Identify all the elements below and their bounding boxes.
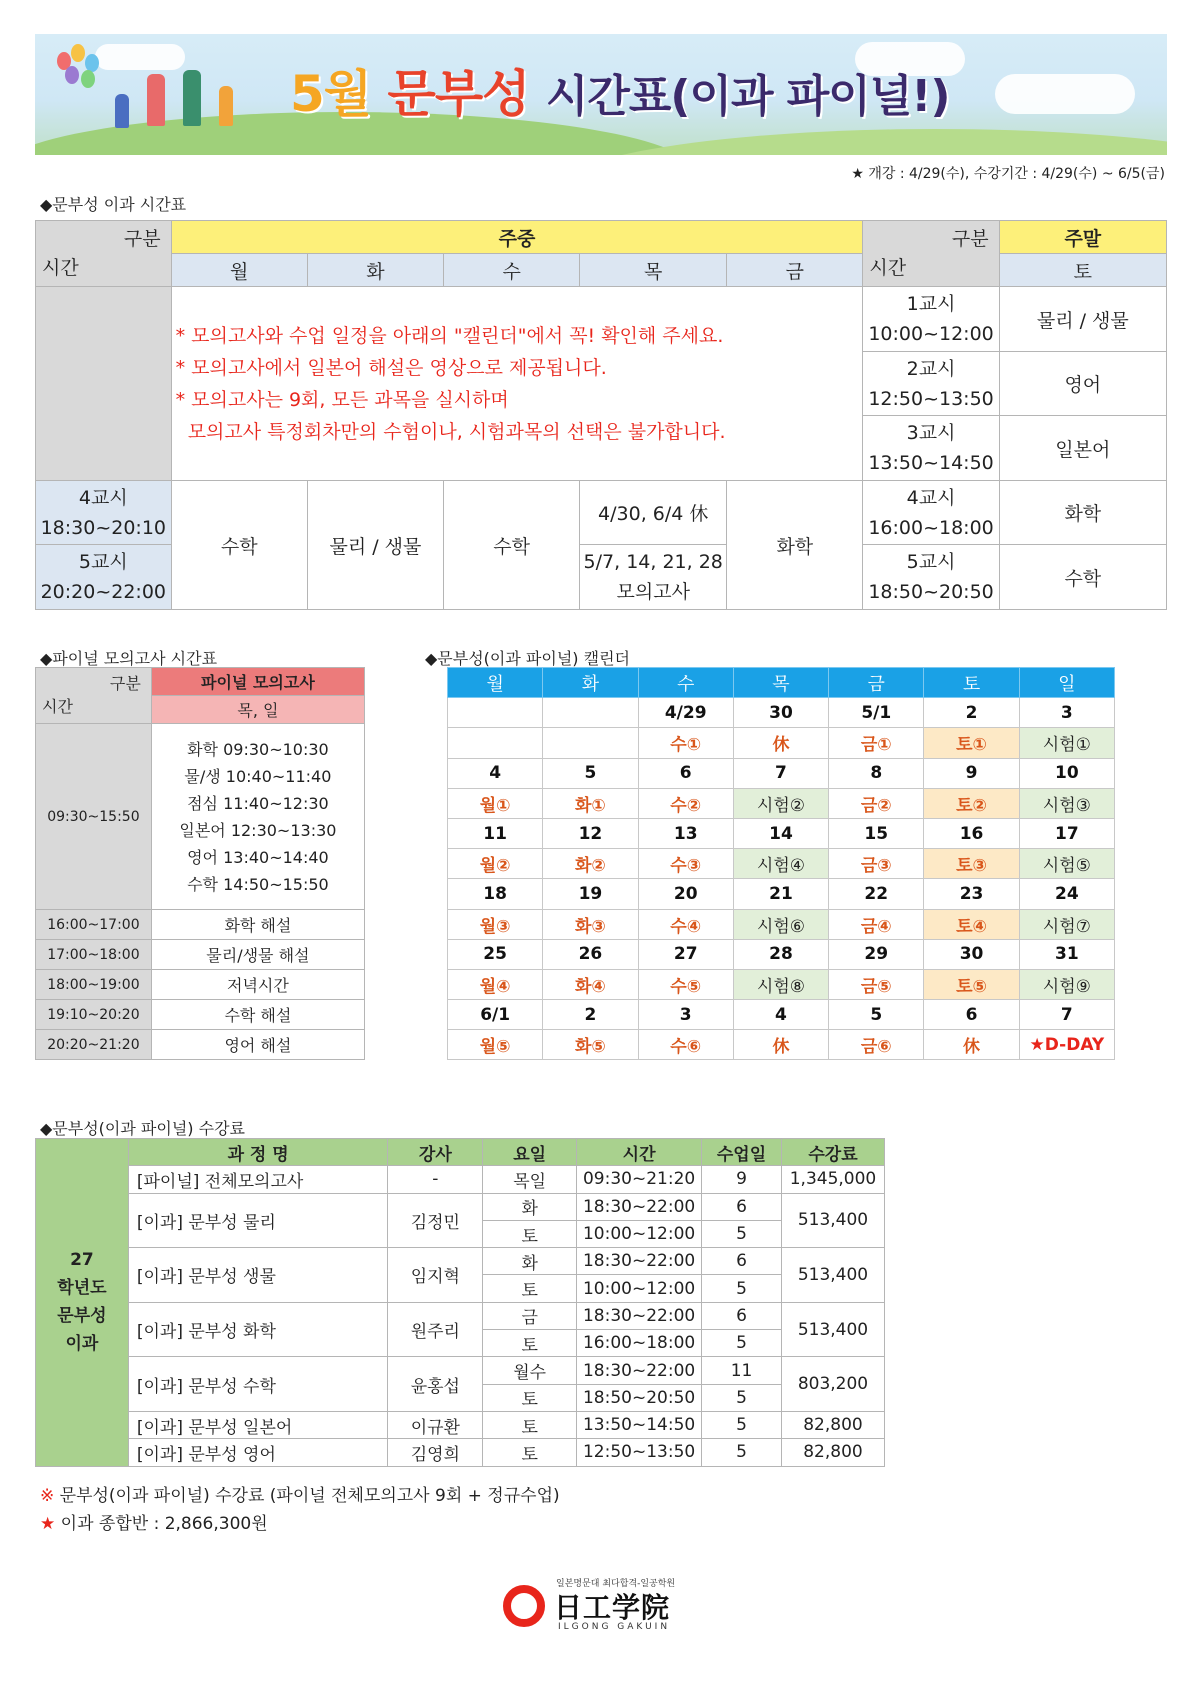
calendar-day-header: 월	[448, 668, 543, 698]
course-teacher: 윤홍섭	[388, 1357, 483, 1412]
calendar-event: 토③	[924, 849, 1019, 879]
course-name: [이과] 문부성 영어	[128, 1439, 388, 1466]
calendar-event: 월⑤	[448, 1030, 543, 1060]
calendar-day-header: 수	[638, 668, 733, 698]
course-count: 9	[702, 1166, 782, 1193]
course-day: 토	[483, 1384, 577, 1411]
table-row	[36, 1357, 885, 1384]
thu-subject-bottom: 5/7, 14, 21, 28 모의고사	[580, 545, 727, 610]
fee-note-1: ※ 문부성(이과 파이널) 수강료 (파이널 전체모의고사 9회 + 정규수업)	[40, 1486, 560, 1506]
thu-subject-top: 4/30, 6/4 休	[580, 481, 727, 545]
fee-note-2: ★ 이과 종합반 : 2,866,300원	[40, 1514, 268, 1534]
calendar-date: 19	[543, 879, 638, 909]
calendar-event: 시험⑥	[733, 909, 828, 939]
fee-header: 과 정 명	[128, 1139, 388, 1166]
weekend-period-3: 3교시 13:50~14:50	[863, 416, 999, 481]
calendar-date: 22	[829, 879, 924, 909]
day-fri: 금	[727, 254, 863, 287]
course-teacher: 김정민	[388, 1193, 483, 1248]
calendar-event: 토④	[924, 909, 1019, 939]
mon-subject: 수학	[171, 481, 307, 610]
course-teacher: 임지혁	[388, 1248, 483, 1303]
calendar-date: 18	[448, 879, 543, 909]
calendar	[447, 667, 1115, 1060]
calendar-date: 7	[1019, 1000, 1114, 1030]
weekday-period-5: 5교시 20:20~22:00	[36, 545, 172, 610]
course-time: 13:50~14:50	[577, 1411, 702, 1438]
calendar-date: 6	[924, 1000, 1019, 1030]
calendar-date: 10	[1019, 758, 1114, 788]
fri-subject: 화학	[727, 481, 863, 610]
calendar-date: 20	[638, 879, 733, 909]
course-time: 18:30~22:00	[577, 1193, 702, 1220]
calendar-date: 25	[448, 939, 543, 969]
calendar-day-header: 화	[543, 668, 638, 698]
weekday-period-4: 4교시 18:30~20:10	[36, 481, 172, 545]
calendar-date: 12	[543, 818, 638, 848]
calendar-date: 6	[638, 758, 733, 788]
calendar-event: 화②	[543, 849, 638, 879]
calendar-date: 31	[1019, 939, 1114, 969]
calendar-event: 월①	[448, 788, 543, 818]
exam-timetable-title: ◆파이널 모의고사 시간표	[40, 649, 218, 668]
calendar-event: 시험①	[1019, 728, 1114, 758]
course-count: 5	[702, 1275, 782, 1302]
course-fee: 513,400	[781, 1302, 884, 1357]
fee-group-label: 27 학년도 문부성 이과	[36, 1139, 129, 1467]
calendar-date: 5/1	[829, 698, 924, 728]
calendar-day-header: 일	[1019, 668, 1114, 698]
calendar-date: 2	[924, 698, 1019, 728]
course-count: 5	[702, 1439, 782, 1466]
table-row	[36, 1411, 885, 1438]
calendar-event: 금④	[829, 909, 924, 939]
calendar-day-header: 금	[829, 668, 924, 698]
calendar-event: 수③	[638, 849, 733, 879]
exam-header: 파이널 모의고사	[151, 668, 364, 696]
course-time: 16:00~18:00	[577, 1330, 702, 1357]
weekend-subject-1: 물리 / 생물	[999, 287, 1166, 352]
day-sat: 토	[999, 254, 1166, 287]
weekend-subject-2: 영어	[999, 352, 1166, 416]
course-fee: 513,400	[781, 1193, 884, 1248]
table-row	[36, 1248, 885, 1275]
calendar-event: 休	[733, 728, 828, 758]
weekend-subject-5: 수학	[999, 545, 1166, 610]
course-count: 5	[702, 1330, 782, 1357]
day-tue: 화	[307, 254, 443, 287]
calendar-date: 27	[638, 939, 733, 969]
weekend-subject-4: 화학	[999, 481, 1166, 545]
course-day: 화	[483, 1248, 577, 1275]
exam-row-label: 저녁시간	[151, 970, 364, 1000]
fee-header: 강사	[388, 1139, 483, 1166]
calendar-date: 4	[733, 1000, 828, 1030]
calendar-event: 시험⑤	[1019, 849, 1114, 879]
fee-header: 수강료	[781, 1139, 884, 1166]
table-row	[36, 1302, 885, 1329]
course-day: 토	[483, 1411, 577, 1438]
calendar-date	[543, 698, 638, 728]
fee-header: 수업일	[702, 1139, 782, 1166]
calendar-date: 4	[448, 758, 543, 788]
course-day: 월수	[483, 1357, 577, 1384]
course-name: [이과] 문부성 물리	[128, 1193, 388, 1248]
calendar-event	[448, 728, 543, 758]
calendar-event: 금②	[829, 788, 924, 818]
course-day: 토	[483, 1220, 577, 1247]
calendar-date: 17	[1019, 818, 1114, 848]
course-time: 12:50~13:50	[577, 1439, 702, 1466]
calendar-date: 6/1	[448, 1000, 543, 1030]
calendar-date: 28	[733, 939, 828, 969]
calendar-event: 토②	[924, 788, 1019, 818]
course-name: [이과] 문부성 일본어	[128, 1411, 388, 1438]
calendar-date: 23	[924, 879, 1019, 909]
corner-header: 구분 시간	[36, 221, 172, 287]
calendar-day-header: 토	[924, 668, 1019, 698]
course-count: 5	[702, 1411, 782, 1438]
calendar-event: 토①	[924, 728, 1019, 758]
day-thu: 목	[580, 254, 727, 287]
calendar-event: 시험②	[733, 788, 828, 818]
course-teacher: 이규환	[388, 1411, 483, 1438]
course-count: 11	[702, 1357, 782, 1384]
calendar-date: 13	[638, 818, 733, 848]
day-wed: 수	[444, 254, 580, 287]
tue-subject: 물리 / 생물	[307, 481, 443, 610]
weekend-period-5: 5교시 18:50~20:50	[863, 545, 999, 610]
course-count: 5	[702, 1220, 782, 1247]
schedule-notes: * 모의고사와 수업 일정을 아래의 "캘린더"에서 꼭! 확인해 주세요. * 모의고사에서 일본어 해설은 영상으로 제공됩니다. * 모의고사는 9회, 모든 과목을 실시하며 모의고사 특정회차만의 수험이나, 시험과목의 선택은 불가합니다.	[171, 287, 863, 481]
exam-row-time: 16:00~17:00	[36, 910, 152, 940]
main-timetable-title: ◆문부성 이과 시간표	[40, 195, 187, 214]
exam-timetable	[35, 667, 365, 1060]
course-time: 18:30~22:00	[577, 1302, 702, 1329]
calendar-date: 9	[924, 758, 1019, 788]
calendar-event: 休	[924, 1030, 1019, 1060]
exam-row-time: 20:20~21:20	[36, 1030, 152, 1060]
exam-main-schedule: 화학 09:30~10:30 물/생 10:40~11:40 점심 11:40~12:30 일본어 12:30~13:30 영어 13:40~14:40 수학 14:50~15:50	[151, 724, 364, 910]
course-teacher: 원주리	[388, 1302, 483, 1357]
calendar-event: 화⑤	[543, 1030, 638, 1060]
calendar-date: 21	[733, 879, 828, 909]
calendar-date: 26	[543, 939, 638, 969]
calendar-date: 29	[829, 939, 924, 969]
course-name: [이과] 문부성 생물	[128, 1248, 388, 1303]
weekend-period-2: 2교시 12:50~13:50	[863, 352, 999, 416]
calendar-event: 화④	[543, 969, 638, 999]
calendar-event: 休	[733, 1030, 828, 1060]
exam-row-label: 수학 해설	[151, 1000, 364, 1030]
calendar-event: 금①	[829, 728, 924, 758]
calendar-event: 시험⑨	[1019, 969, 1114, 999]
course-name: [이과] 문부성 수학	[128, 1357, 388, 1412]
course-teacher: 김영희	[388, 1439, 483, 1466]
calendar-event: 토⑤	[924, 969, 1019, 999]
weekend-period-4: 4교시 16:00~18:00	[863, 481, 999, 545]
fee-header: 시간	[577, 1139, 702, 1166]
course-name: [이과] 문부성 화학	[128, 1302, 388, 1357]
calendar-event: 월③	[448, 909, 543, 939]
calendar-event: 수②	[638, 788, 733, 818]
calendar-day-header: 목	[733, 668, 828, 698]
exam-row-label: 화학 해설	[151, 910, 364, 940]
banner-title: 5월 문부성 시간표(이과 파이널!)	[290, 65, 950, 123]
calendar-date: 3	[638, 1000, 733, 1030]
calendar-event: 시험⑧	[733, 969, 828, 999]
calendar-date: 30	[924, 939, 1019, 969]
weekday-header: 주중	[171, 221, 863, 254]
calendar-event: 수④	[638, 909, 733, 939]
course-time: 18:30~22:00	[577, 1357, 702, 1384]
calendar-date: 11	[448, 818, 543, 848]
calendar-event: 수⑤	[638, 969, 733, 999]
course-time: 18:50~20:50	[577, 1384, 702, 1411]
calendar-date	[448, 698, 543, 728]
course-day: 목일	[483, 1166, 577, 1193]
course-count: 6	[702, 1193, 782, 1220]
course-time: 10:00~12:00	[577, 1220, 702, 1247]
calendar-event: 시험③	[1019, 788, 1114, 818]
course-fee: 1,345,000	[781, 1166, 884, 1193]
course-day: 토	[483, 1330, 577, 1357]
header-banner	[35, 34, 1167, 155]
table-row	[36, 1193, 885, 1220]
exam-row-label: 영어 해설	[151, 1030, 364, 1060]
calendar-date: 16	[924, 818, 1019, 848]
course-count: 6	[702, 1248, 782, 1275]
circle-logo-icon	[502, 1584, 546, 1628]
calendar-event: 월②	[448, 849, 543, 879]
exam-row-time: 18:00~19:00	[36, 970, 152, 1000]
course-time: 09:30~21:20	[577, 1166, 702, 1193]
calendar-date: 4/29	[638, 698, 733, 728]
exam-main-time: 09:30~15:50	[36, 724, 152, 910]
calendar-date: 14	[733, 818, 828, 848]
exam-days: 목, 일	[151, 696, 364, 724]
fee-header: 요일	[483, 1139, 577, 1166]
course-time: 18:30~22:00	[577, 1248, 702, 1275]
main-timetable	[35, 220, 1167, 610]
course-period-notice: ★ 개강 : 4/29(수), 수강기간 : 4/29(수) ~ 6/5(금)	[851, 166, 1165, 182]
exam-row-label: 물리/생물 해설	[151, 940, 364, 970]
calendar-event: 수⑥	[638, 1030, 733, 1060]
calendar-event: 화③	[543, 909, 638, 939]
fee-table	[35, 1138, 885, 1467]
calendar-event: 월④	[448, 969, 543, 999]
calendar-event: 금⑤	[829, 969, 924, 999]
table-row	[36, 1439, 885, 1466]
calendar-event: 수①	[638, 728, 733, 758]
calendar-date: 3	[1019, 698, 1114, 728]
calendar-date: 5	[543, 758, 638, 788]
calendar-title: ◆문부성(이과 파이널) 캘린더	[425, 649, 630, 668]
fee-title: ◆문부성(이과 파이널) 수강료	[40, 1119, 245, 1138]
course-fee: 82,800	[781, 1439, 884, 1466]
calendar-event: 화①	[543, 788, 638, 818]
course-fee: 803,200	[781, 1357, 884, 1412]
course-day: 토	[483, 1439, 577, 1466]
course-fee: 513,400	[781, 1248, 884, 1303]
exam-corner-header: 구분 시간	[36, 668, 152, 724]
calendar-date: 30	[733, 698, 828, 728]
exam-row-time: 17:00~18:00	[36, 940, 152, 970]
school-logo: 일본명문대 최다합격-일공학원 日工学院 ILGONG GAKUIN	[498, 1576, 718, 1636]
wed-subject: 수학	[444, 481, 580, 610]
weekend-subject-3: 일본어	[999, 416, 1166, 481]
calendar-event: 금③	[829, 849, 924, 879]
course-fee: 82,800	[781, 1411, 884, 1438]
course-day: 화	[483, 1193, 577, 1220]
exam-row-time: 19:10~20:20	[36, 1000, 152, 1030]
calendar-date: 7	[733, 758, 828, 788]
calendar-event	[543, 728, 638, 758]
weekend-period-1: 1교시 10:00~12:00	[863, 287, 999, 352]
course-time: 10:00~12:00	[577, 1275, 702, 1302]
calendar-event: ★D-DAY	[1019, 1030, 1114, 1060]
course-day: 금	[483, 1302, 577, 1329]
course-count: 5	[702, 1384, 782, 1411]
calendar-date: 24	[1019, 879, 1114, 909]
course-day: 토	[483, 1275, 577, 1302]
calendar-date: 2	[543, 1000, 638, 1030]
course-name: [파이널] 전체모의고사	[128, 1166, 388, 1193]
calendar-event: 금⑥	[829, 1030, 924, 1060]
calendar-event: 시험⑦	[1019, 909, 1114, 939]
weekend-header: 주말	[999, 221, 1166, 254]
calendar-date: 8	[829, 758, 924, 788]
corner-header-weekend: 구분 시간	[863, 221, 999, 287]
calendar-date: 5	[829, 1000, 924, 1030]
calendar-date: 15	[829, 818, 924, 848]
calendar-event: 시험④	[733, 849, 828, 879]
table-row	[36, 1166, 885, 1193]
day-mon: 월	[171, 254, 307, 287]
course-teacher: -	[388, 1166, 483, 1193]
course-count: 6	[702, 1302, 782, 1329]
empty-time-cell	[36, 287, 172, 481]
